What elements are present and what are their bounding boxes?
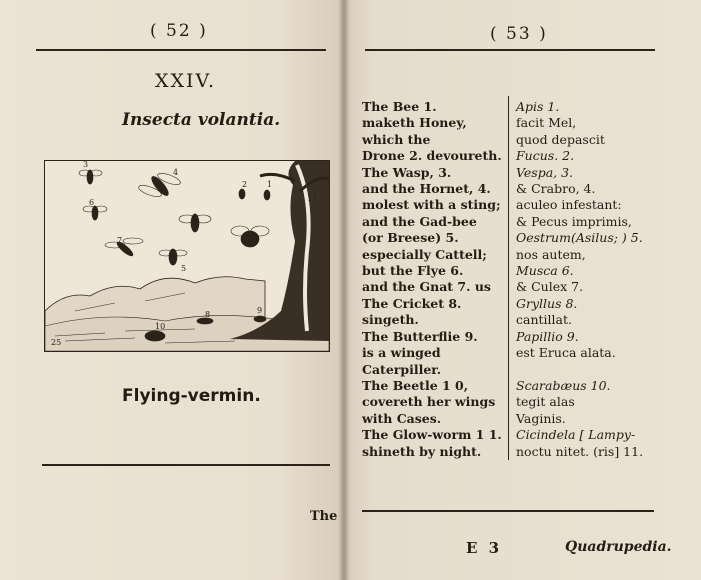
figure-label: 7 [117, 236, 123, 245]
latin-line: Cicindela [ Lampy- [516, 427, 636, 443]
english-line: The Bee 1. [362, 99, 437, 114]
latin-column [516, 99, 643, 460]
left-catchword: The [310, 509, 338, 524]
right-footer-rule [362, 510, 654, 512]
right-header-rule [365, 49, 655, 51]
insect-9-wasp [191, 214, 199, 232]
english-line: The Butterflie 9. [362, 328, 478, 344]
left-footer-rule [42, 464, 330, 466]
signature-mark: E 3 [466, 539, 503, 557]
figure-label: 6 [89, 198, 95, 207]
english-line: is a winged [362, 345, 441, 361]
latin-line: facit Mel, [516, 115, 577, 131]
left-page-number: ( 52 ) [150, 21, 208, 41]
latin-line: tegit alas [516, 394, 575, 410]
english-line: molest with a sting; [362, 197, 501, 213]
english-line: Drone 2. devoureth. [362, 148, 502, 164]
column-divider [508, 96, 509, 460]
figure-label: 8 [205, 310, 211, 319]
insect-glowworm [254, 316, 266, 322]
english-line: which the [362, 131, 431, 147]
latin-line: nos autem, [516, 246, 586, 262]
right-page-number: ( 53 ) [490, 24, 548, 44]
engraving-svg [45, 161, 329, 351]
latin-line: Scarabæus 10. [516, 377, 611, 393]
figure-label: 5 [181, 264, 187, 273]
english-line: and the Gnat 7. us [362, 279, 491, 295]
english-line: and the Gad-bee [362, 213, 477, 229]
latin-line: & Crabro, 4. [516, 181, 596, 197]
english-line: The Beetle 1 0, [362, 377, 469, 393]
insect-engraving [44, 160, 330, 352]
english-line: (or Breese) 5. [362, 230, 459, 246]
latin-line: Vespa, 3. [516, 164, 574, 180]
english-line: singeth. [362, 312, 419, 328]
insect-1 [264, 190, 270, 200]
insect-wings [79, 170, 269, 256]
latin-line [516, 362, 643, 378]
latin-line: Papillio 9. [516, 328, 579, 344]
english-line: The Wasp, 3. [362, 164, 452, 180]
chapter-numeral: XXIV. [155, 70, 216, 92]
latin-line: quod depascit [516, 131, 605, 147]
english-line: especially Cattell; [362, 246, 487, 262]
latin-line: & Culex 7. [516, 279, 584, 295]
book-gutter [338, 0, 350, 580]
english-line: maketh Honey, [362, 115, 467, 131]
latin-line: & Pecus imprimis, [516, 213, 632, 229]
latin-line: Fucus. 2. [516, 148, 575, 164]
right-catchword: Quadrupedia. [565, 539, 672, 555]
latin-line: aculeo infestant: [516, 197, 622, 213]
english-line: but the Flye 6. [362, 263, 464, 279]
latin-line: Vaginis. [516, 410, 566, 426]
figure-label: 1 [267, 180, 273, 189]
figure-label: 9 [257, 306, 263, 315]
figure-label: 25 [51, 338, 62, 347]
english-line: shineth by night. [362, 443, 482, 459]
insect-bee [241, 231, 259, 247]
figure-label: 2 [242, 180, 248, 189]
english-line: The Cricket 8. [362, 295, 462, 311]
latin-line: est Eruca alata. [516, 345, 616, 361]
latin-chapter-title: Insecta volantia. [122, 110, 281, 130]
latin-line: Musca 6. [516, 263, 574, 279]
latin-line: cantillat. [516, 312, 572, 328]
insect-5 [169, 249, 177, 265]
english-line: covereth her wings [362, 394, 496, 410]
insect-4 [149, 174, 171, 198]
figure-label: 4 [173, 168, 179, 177]
english-line: with Cases. [362, 410, 442, 426]
figure-label: 10 [155, 322, 166, 331]
latin-line: Oestrum(Asilus; ) 5. [516, 230, 643, 246]
figure-label: 11 [307, 194, 318, 203]
english-line: and the Hornet, 4. [362, 181, 491, 197]
english-line: Caterpiller. [362, 361, 442, 377]
insect-2 [239, 189, 245, 199]
figure-label: 3 [83, 161, 89, 169]
english-chapter-title: Flying-vermin. [122, 386, 261, 406]
insect-beetle [145, 331, 165, 341]
english-column [362, 99, 502, 460]
latin-line: Gryllus 8. [516, 295, 578, 311]
english-line: The Glow-worm 1 1. [362, 427, 502, 443]
latin-line: noctu nitet. (ris] 11. [516, 443, 644, 459]
latin-line: Apis 1. [516, 99, 560, 114]
left-header-rule [36, 49, 326, 51]
